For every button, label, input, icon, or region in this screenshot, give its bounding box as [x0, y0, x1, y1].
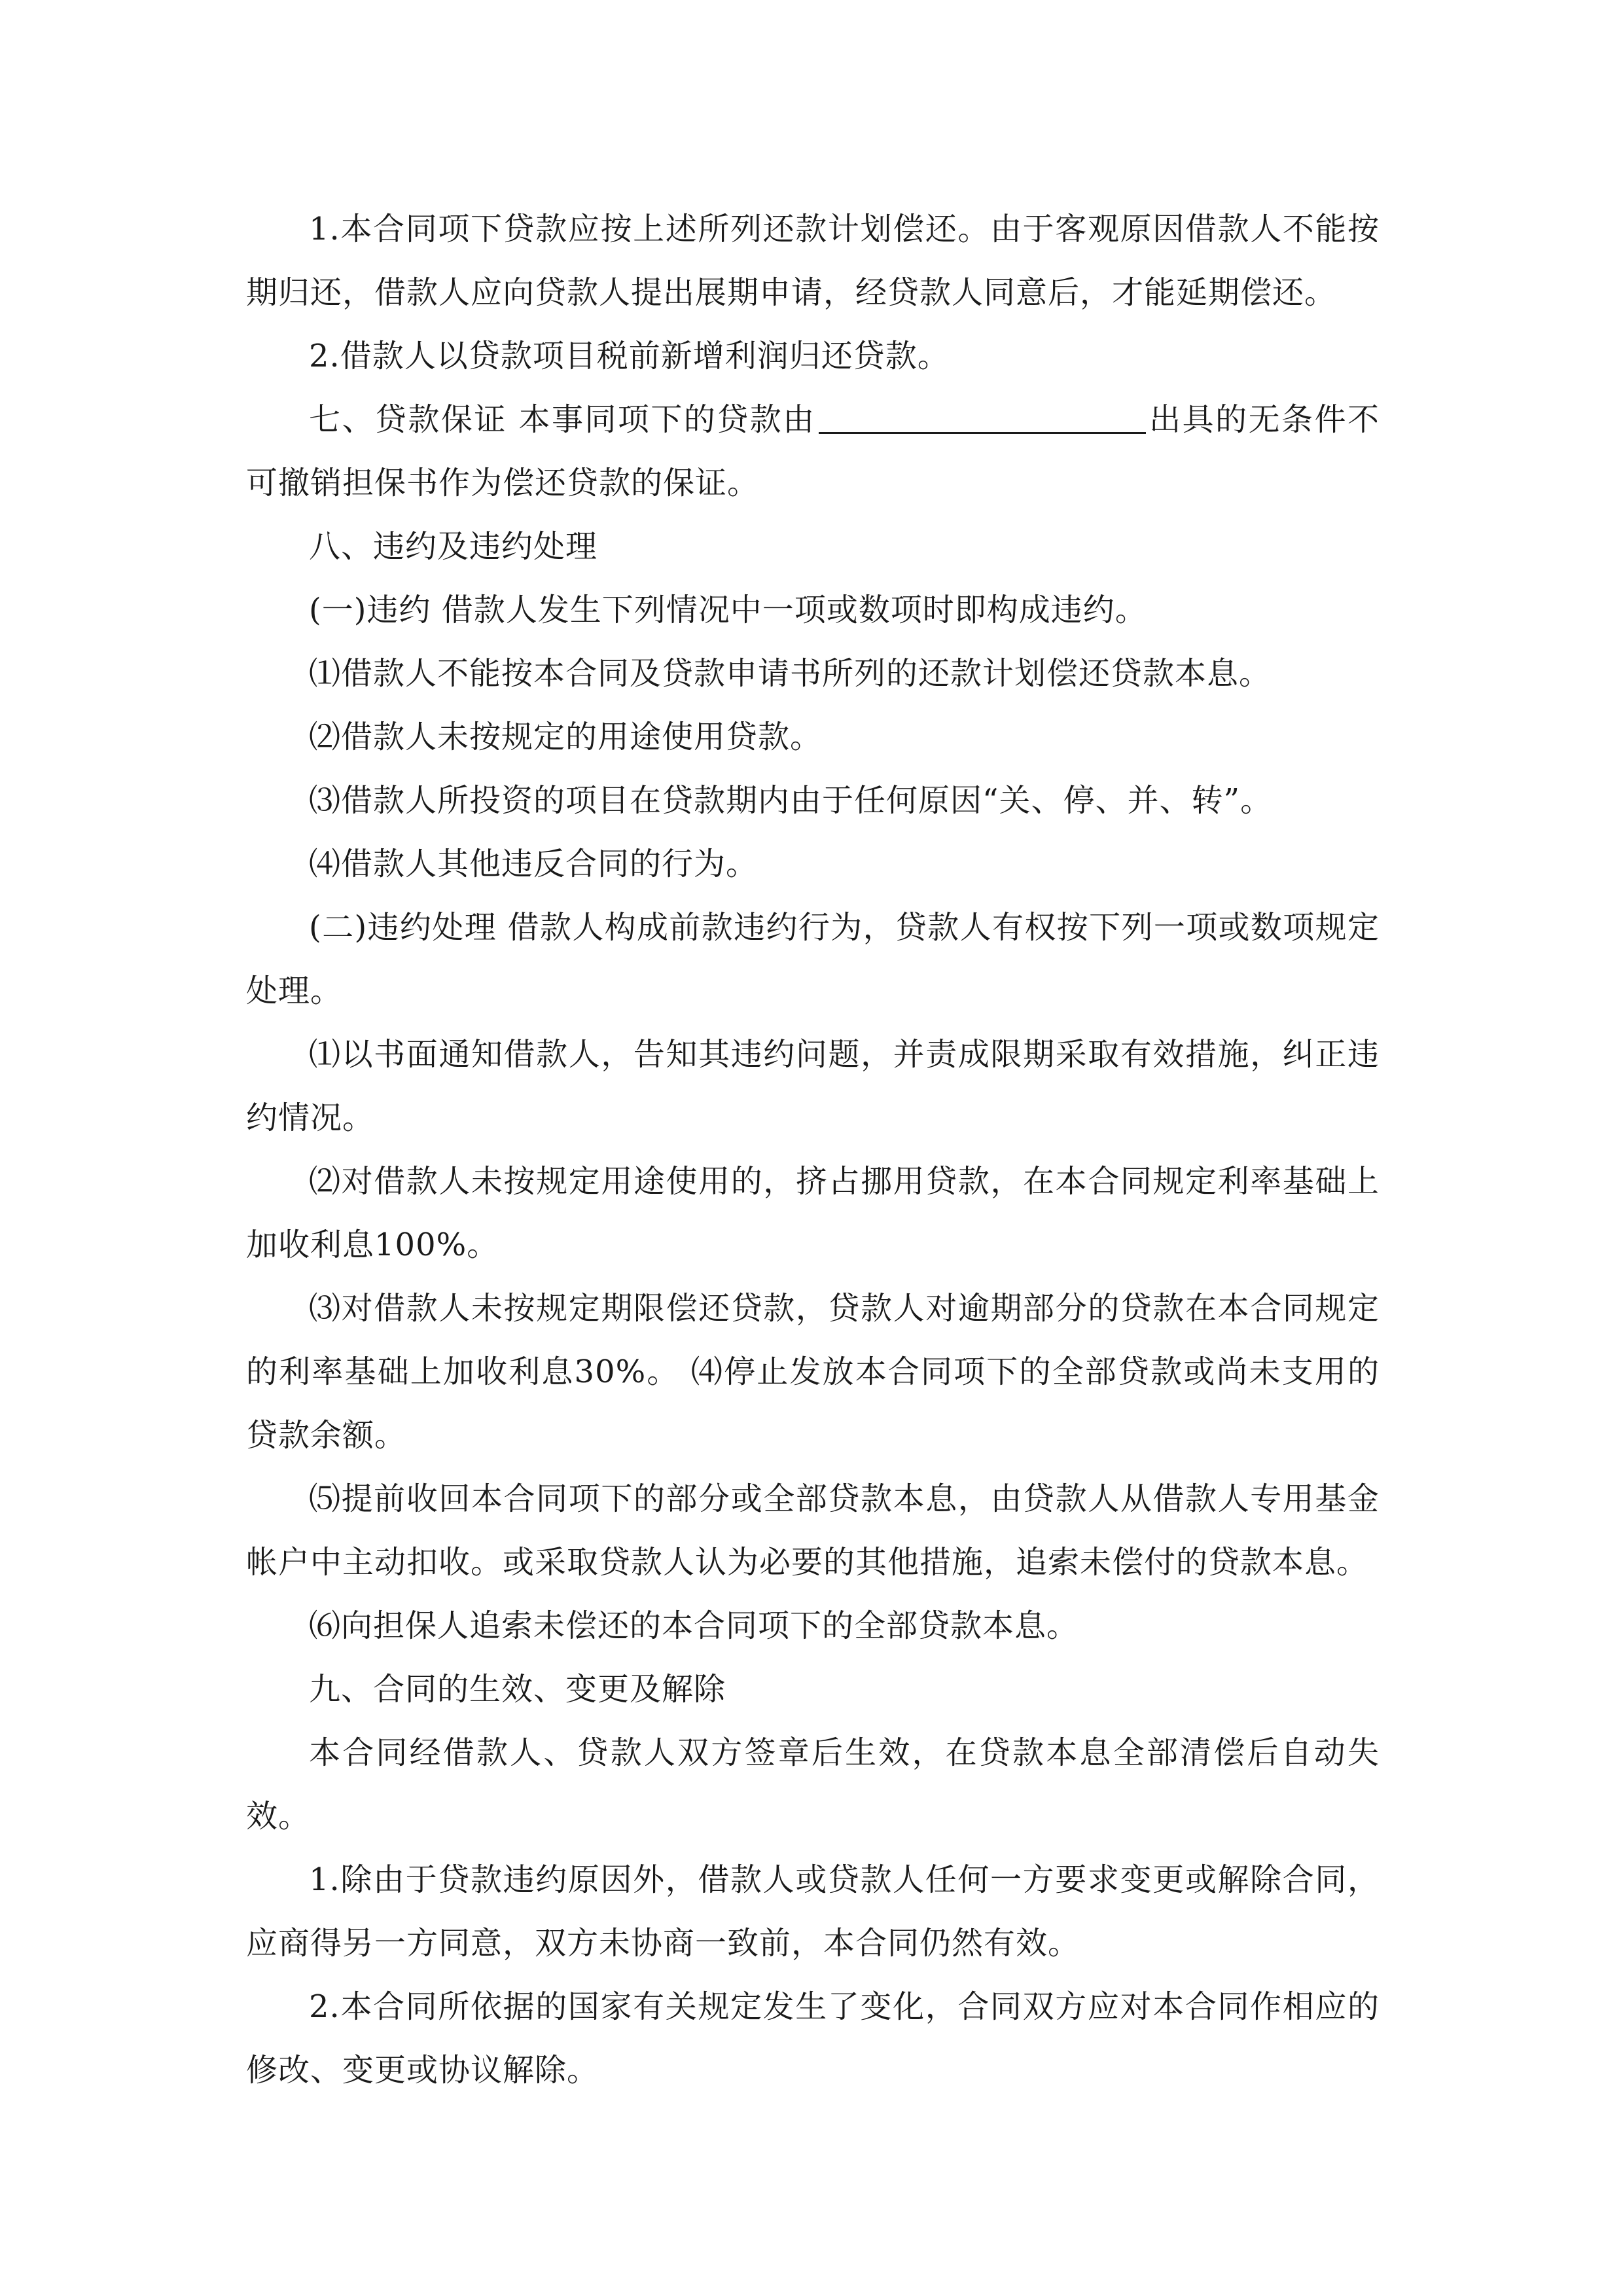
guarantee-text-before: 七、贷款保证 本事同项下的贷款由: [309, 401, 816, 438]
section-8-heading: 八、违约及违约处理: [309, 528, 598, 565]
handling-item-1: ⑴以书面通知借款人，告知其违约问题，并责成限期采取有效措施，纠正违约情况。: [246, 1036, 1380, 1136]
breach-item-3: ⑶借款人所投资的项目在贷款期内由于任何原因“关、停、并、转”。: [309, 782, 1273, 819]
breach-item-4: ⑷借款人其他违反合同的行为。: [309, 846, 758, 882]
document-body: [246, 198, 1380, 2102]
guarantee-text-after: 出具的无条件不可撤销担保书作为偿还贷款的保证。: [246, 401, 1380, 501]
section-7-loan-guarantee: [246, 388, 1380, 515]
handling-item-3-4: ⑶对借款人未按规定期限偿还贷款，贷款人对逾期部分的贷款在本合同规定的利率基础上加收利息30%。 ⑷停止发放本合同项下的全部贷款或尚未支用的贷款余额。: [246, 1290, 1380, 1454]
breach-item-2: ⑵借款人未按规定的用途使用贷款。: [309, 719, 823, 755]
repayment-clause-2: 2.借款人以贷款项目税前新增利润归还贷款。: [309, 338, 950, 374]
modification-clause-2: 2.本合同所依据的国家有关规定发生了变化，合同双方应对本合同作相应的修改、变更或协议解除。: [246, 1988, 1380, 2089]
handling-item-2: ⑵对借款人未按规定用途使用的，挤占挪用贷款，在本合同规定利率基础上加收利息100%。: [246, 1163, 1380, 1263]
handling-item-5: ⑸提前收回本合同项下的部分或全部贷款本息，由贷款人从借款人专用基金帐户中主动扣收。或采取贷款人认为必要的其他措施，追索未偿付的贷款本息。: [246, 1480, 1380, 1581]
guarantor-blank-line: [819, 401, 1146, 434]
section-9-heading: 九、合同的生效、变更及解除: [309, 1671, 726, 1708]
breach-item-1: ⑴借款人不能按本合同及贷款申请书所列的还款计划偿还贷款本息。: [309, 655, 1272, 692]
repayment-clause-1: 1.本合同项下贷款应按上述所列还款计划偿还。由于客观原因借款人不能按期归还，借款人应向贷款人提出展期申请，经贷款人同意后，才能延期偿还。: [246, 211, 1380, 311]
handling-item-6: ⑹向担保人追索未偿还的本合同项下的全部贷款本息。: [309, 1607, 1079, 1644]
modification-clause-1: 1.除由于贷款违约原因外，借款人或贷款人任何一方要求变更或解除合同，应商得另一方同意，双方未协商一致前，本合同仍然有效。: [246, 1861, 1380, 1962]
subsection-breach-handling: (二)违约处理 借款人构成前款违约行为，贷款人有权按下列一项或数项规定处理。: [246, 909, 1380, 1009]
subsection-breach: (一)违约 借款人发生下列情况中一项或数项时即构成违约。: [309, 592, 1147, 628]
effectiveness-clause: 本合同经借款人、贷款人双方签章后生效，在贷款本息全部清偿后自动失效。: [246, 1734, 1380, 1835]
